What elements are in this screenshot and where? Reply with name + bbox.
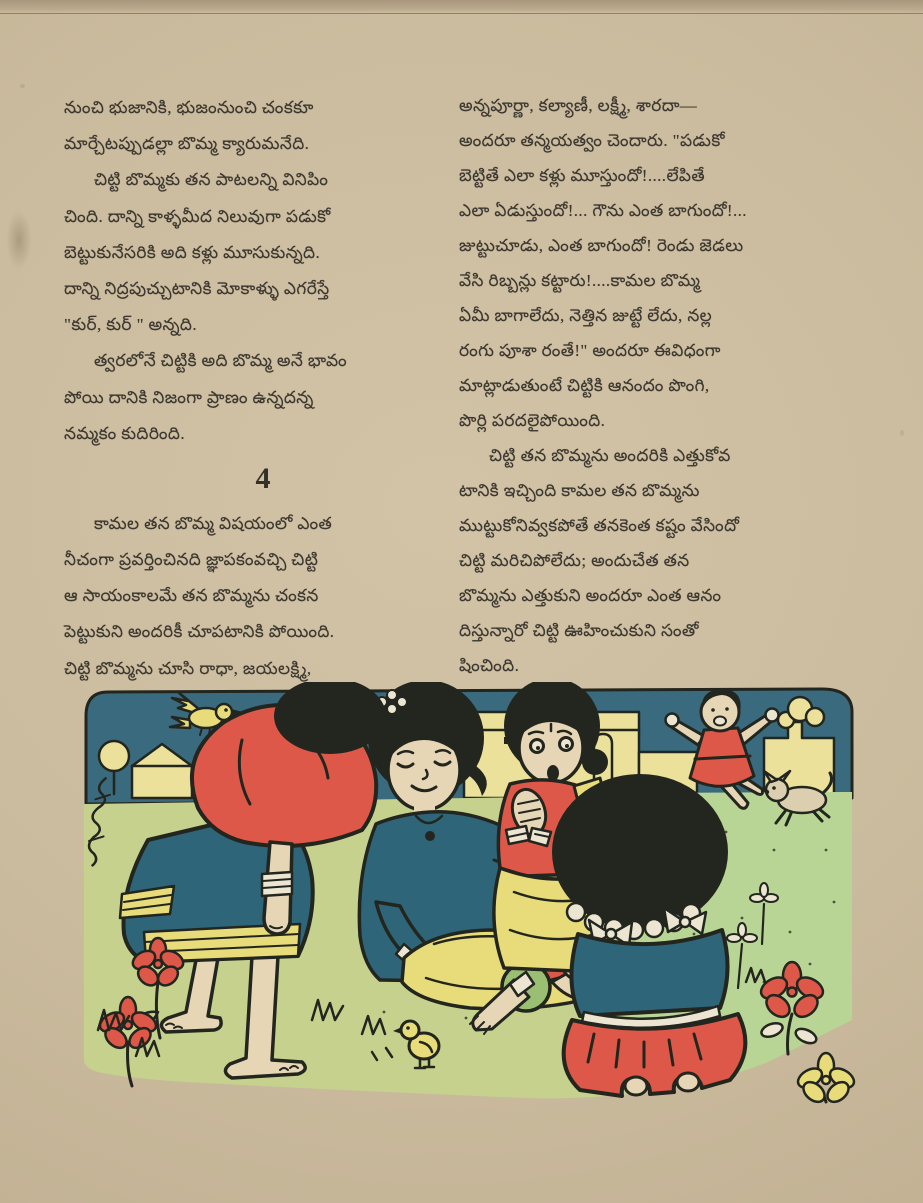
scan-edge-shadow [0, 0, 923, 14]
text-line: దాన్ని నిద్రపుచ్చుటానికి మోకాళ్ళు ఎగరేస్తే [64, 278, 330, 298]
text-line: ఆ సాయంకాలమే తన బొమ్మను చంకన [64, 586, 319, 606]
text-line: దిస్తున్నారో చిట్టి ఊహించుకుని సంతో [459, 621, 699, 640]
text-line: మార్చేటప్పుడల్లా బొమ్మ క్యారుమనేది. [64, 134, 310, 154]
text-line: బెట్టుకునేసరికి అది కళ్లు మూసుకున్నది. [64, 242, 321, 262]
text-line: బొమ్మను ఎత్తుకుని అందరూ ఎంత ఆనం [459, 586, 722, 605]
paper-crease [6, 210, 32, 270]
text-line: నుంచి భుజానికి, భుజంనుంచి చంకకూ [64, 98, 314, 117]
text-line: చిట్టి బొమ్మను చూసి రాధా, జయలక్ష్మి, [64, 658, 312, 678]
paper-speck [20, 84, 25, 88]
text-line: వేసి రిబ్బన్లు కట్టారు!....కామల బొమ్మ [459, 271, 701, 290]
story-illustration [74, 682, 862, 1106]
text-line: "కుర్, కుర్ " అన్నది. [64, 315, 197, 335]
girl-kneeling [552, 774, 745, 1096]
text-line: చిట్టి తన బొమ్మను అందరికి ఎత్తుకోవ [489, 446, 731, 465]
text-line: చిట్టి బొమ్మకు తన పాటలన్ని వినిపిం [94, 170, 329, 190]
text-line: చింది. దాన్ని కాళ్ళమీద నిలువుగా పడుకో [64, 206, 331, 226]
text-line: నమ్మకం కుదిరింది. [64, 423, 185, 443]
text-line: పెట్టుకుని అందరికీ చూపటానికి పోయింది. [64, 622, 335, 642]
text-line: షించింది. [459, 656, 520, 675]
text-line: రంగు పూశా రంతే!" అందరూ ఈవిధంగా [459, 341, 721, 360]
paper-speck [900, 430, 904, 436]
text-line: బెట్టితే ఎలా కళ్లు మూస్తుందో!....లేపితే [459, 166, 706, 185]
text-line: కామల తన బొమ్మ విషయంలో ఎంత [94, 513, 333, 533]
text-line: పొర్లి పరదలైపోయింది. [459, 411, 606, 430]
text-line: ఎలా ఏడుస్తుందో!... గౌను ఎంత బాగుందో!... [459, 201, 747, 220]
text-line: అన్నపూర్ణా, కల్యాణీ, లక్ష్మీ, శారదా— [459, 96, 698, 115]
text-line: అందరూ తన్మయత్వం చెందారు. "పడుకో [459, 131, 725, 150]
text-line: ఏమీ బాగాలేదు, నెత్తిన జుట్టే లేదు, నల్ల [459, 306, 713, 325]
text-line: టానికి ఇచ్చింది కామల తన బొమ్మను [459, 481, 700, 500]
text-line: త్వరలోనే చిట్టికి అది బొమ్మ అనే భావం [94, 351, 348, 371]
text-line: జుట్టుచూడు, ఎంత బాగుందో! రెండు జెడలు [459, 236, 744, 255]
text-line: నీచంగా ప్రవర్తించినది జ్ఞాపకంవచ్చి చిట్టి [64, 550, 319, 570]
section-number: 4 [255, 461, 271, 495]
text-line: మాట్లాడుతుంటే చిట్టికి ఆనందం పొంగి, [459, 376, 710, 395]
text-line: చిట్టి మరిచిపోలేదు; అందుచేత తన [459, 551, 690, 570]
left-text-column [64, 90, 462, 687]
text-line: ముట్టుకోనివ్వకపోతే తనకెంత కష్టం వేసిందో [459, 516, 740, 535]
right-text-column [459, 88, 863, 683]
text-line: పోయి దానికి నిజంగా ప్రాణం ఉన్నదన్న [64, 387, 314, 407]
